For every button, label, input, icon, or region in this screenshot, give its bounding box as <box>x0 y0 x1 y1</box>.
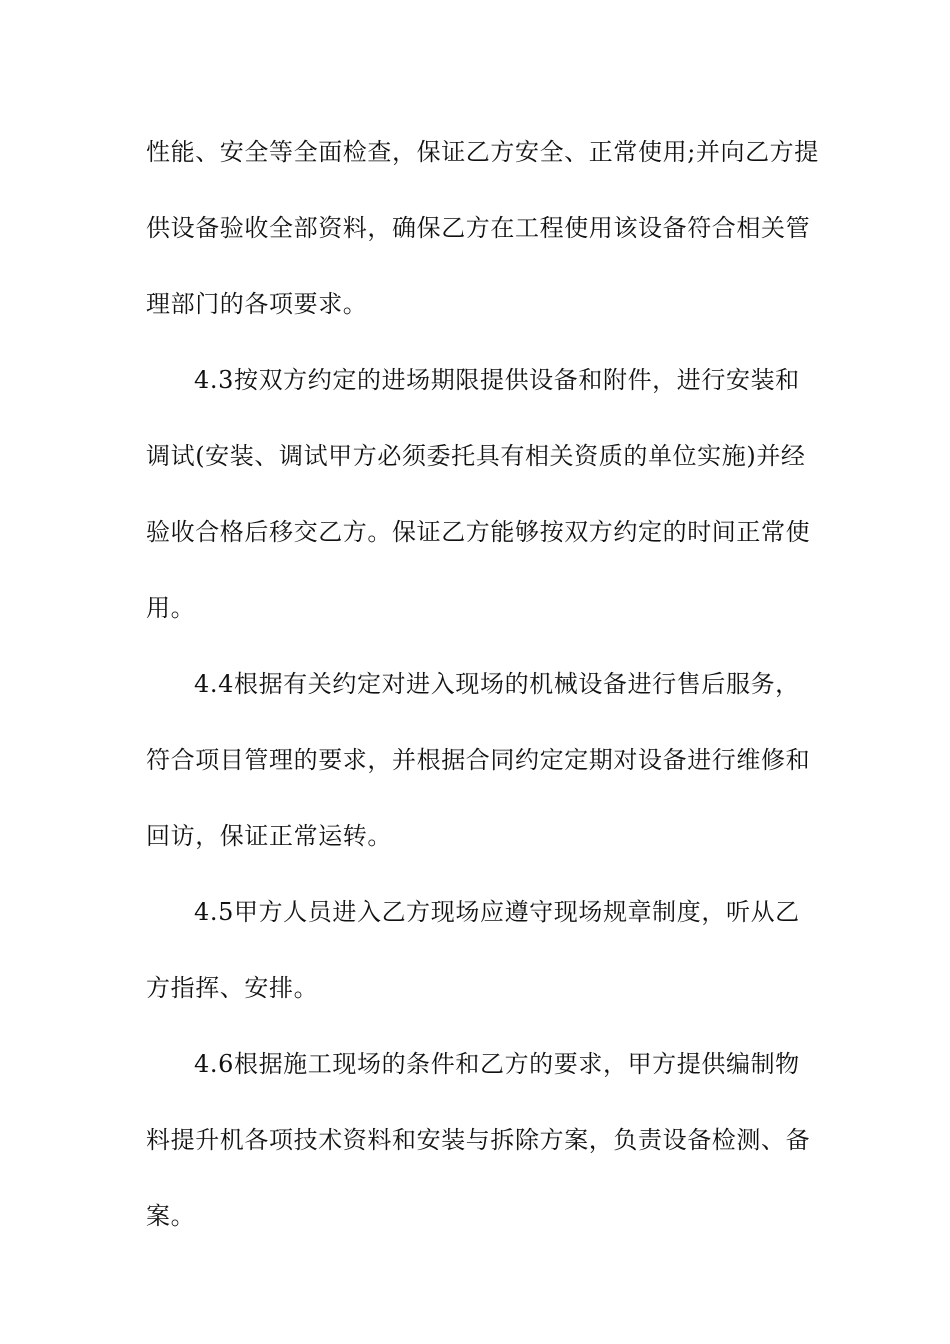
text-line: 供设备验收全部资料，确保乙方在工程使用该设备符合相关管 <box>146 214 811 242</box>
paragraph-4-4-first-line: 4.4根据有关约定对进入现场的机械设备进行售后服务， <box>194 670 800 698</box>
text-line: 案。 <box>146 1202 196 1230</box>
paragraph-4-5-first-line: 4.5甲方人员进入乙方现场应遵守现场规章制度，听从乙 <box>194 898 800 926</box>
text-line: 调试(安装、调试甲方必须委托具有相关资质的单位实施)并经 <box>146 442 806 470</box>
text-line: 料提升机各项技术资料和安装与拆除方案，负责设备检测、备 <box>146 1126 811 1154</box>
text-line: 理部门的各项要求。 <box>146 290 368 318</box>
text-line: 方指挥、安排。 <box>146 974 319 1002</box>
text-line: 性能、安全等全面检查，保证乙方安全、正常使用;并向乙方提 <box>146 138 819 166</box>
text-line: 符合项目管理的要求，并根据合同约定定期对设备进行维修和 <box>146 746 811 774</box>
text-line: 用。 <box>146 594 196 622</box>
paragraph-4-3-first-line: 4.3按双方约定的进场期限提供设备和附件，进行安装和 <box>194 366 800 394</box>
text-line: 回访，保证正常运转。 <box>146 822 392 850</box>
text-line: 验收合格后移交乙方。保证乙方能够按双方约定的时间正常使 <box>146 518 811 546</box>
paragraph-4-6-first-line: 4.6根据施工现场的条件和乙方的要求，甲方提供编制物 <box>194 1050 800 1078</box>
